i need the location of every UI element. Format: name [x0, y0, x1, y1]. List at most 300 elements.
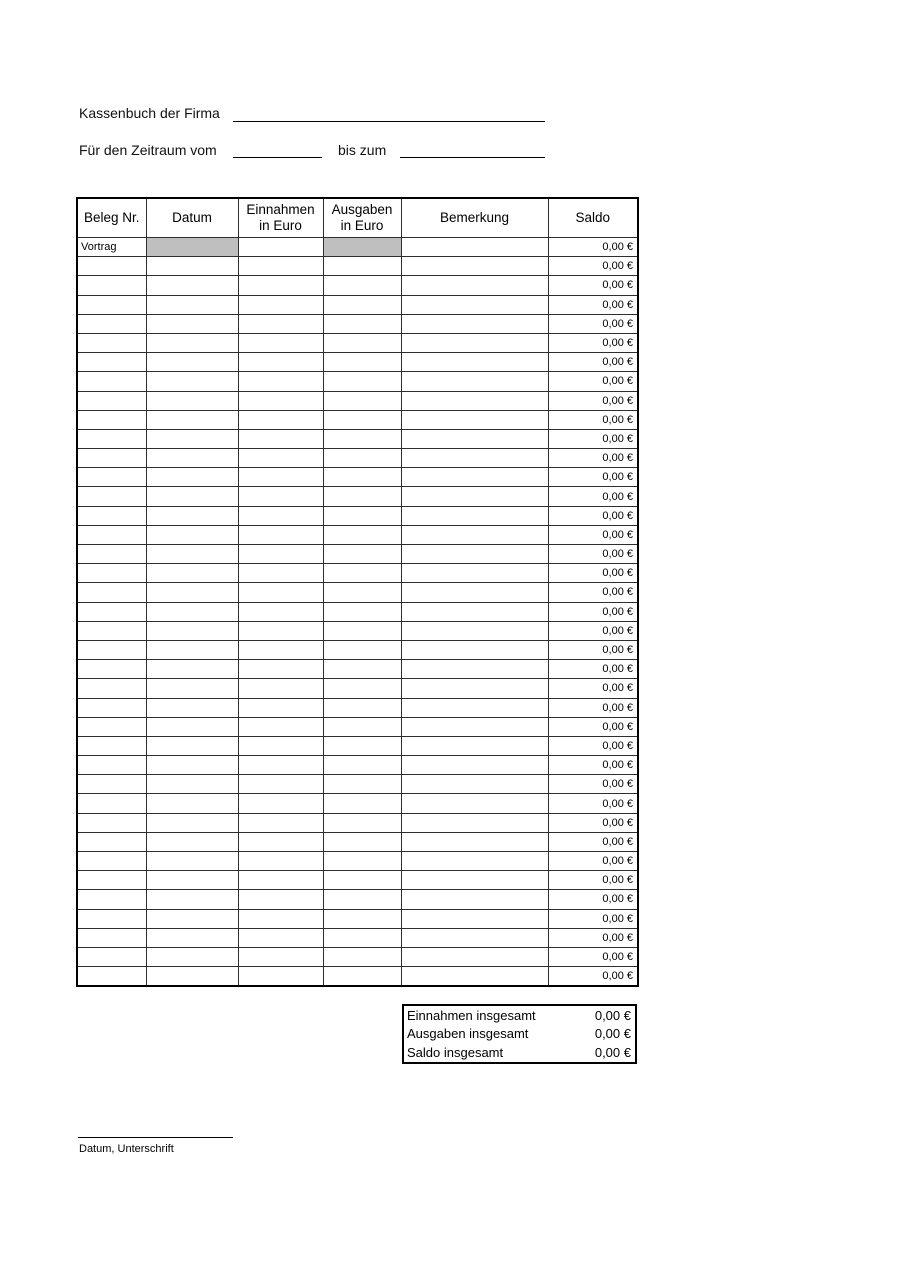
- ausgaben-cell: [323, 852, 401, 871]
- saldo-cell: 0,00 €: [548, 736, 638, 755]
- saldo-cell: 0,00 €: [548, 583, 638, 602]
- einnahmen-cell: [238, 564, 323, 583]
- bemerkung-cell: [401, 564, 548, 583]
- saldo-cell: 0,00 €: [548, 852, 638, 871]
- beleg-nr-cell: [77, 429, 146, 448]
- summary-value: 0,00 €: [594, 1044, 631, 1060]
- datum-cell: [146, 871, 238, 890]
- table-row: [77, 967, 638, 987]
- ausgaben-cell: [323, 775, 401, 794]
- beleg-nr-cell: [77, 564, 146, 583]
- summary-label: Einnahmen insgesamt: [407, 1008, 536, 1024]
- saldo-cell: 0,00 €: [548, 928, 638, 947]
- period-from-blank-line: [233, 142, 322, 158]
- saldo-cell: 0,00 €: [548, 372, 638, 391]
- beleg-nr-cell: [77, 928, 146, 947]
- table-row: [77, 775, 638, 794]
- beleg-nr-cell: [77, 909, 146, 928]
- ausgaben-cell: [323, 890, 401, 909]
- ausgaben-cell: [323, 717, 401, 736]
- datum-cell: [146, 257, 238, 276]
- datum-cell: [146, 583, 238, 602]
- ausgaben-cell: [323, 621, 401, 640]
- column-header-label: Ausgaben: [331, 202, 393, 217]
- ausgaben-cell: [323, 583, 401, 602]
- beleg-nr-cell: [77, 852, 146, 871]
- period-label: Für den Zeitraum vom: [79, 142, 217, 158]
- summary-row-ausgaben: [404, 1025, 635, 1043]
- einnahmen-cell: [238, 832, 323, 851]
- column-header-saldo: [548, 198, 638, 238]
- bemerkung-cell: [401, 679, 548, 698]
- einnahmen-cell: [238, 333, 323, 352]
- einnahmen-cell: [238, 429, 323, 448]
- signature-label: Datum, Unterschrift: [79, 1143, 174, 1155]
- bemerkung-cell: [401, 794, 548, 813]
- ausgaben-cell: [323, 813, 401, 832]
- ausgaben-cell: [323, 602, 401, 621]
- beleg-nr-cell: [77, 468, 146, 487]
- table-row: [77, 871, 638, 890]
- summary-value: 0,00 €: [594, 1008, 631, 1024]
- datum-cell: [146, 372, 238, 391]
- einnahmen-cell: [238, 506, 323, 525]
- einnahmen-cell: [238, 794, 323, 813]
- saldo-cell: 0,00 €: [548, 564, 638, 583]
- table-row: [77, 410, 638, 429]
- datum-cell: [146, 660, 238, 679]
- bemerkung-cell: [401, 449, 548, 468]
- beleg-nr-cell: [77, 832, 146, 851]
- beleg-nr-cell: [77, 947, 146, 966]
- ausgaben-cell: [323, 410, 401, 429]
- ausgaben-cell: [323, 391, 401, 410]
- einnahmen-cell: [238, 449, 323, 468]
- saldo-cell: 0,00 €: [548, 890, 638, 909]
- einnahmen-cell: [238, 487, 323, 506]
- saldo-cell: 0,00 €: [548, 717, 638, 736]
- saldo-cell: 0,00 €: [548, 391, 638, 410]
- datum-cell: [146, 756, 238, 775]
- table-row: [77, 621, 638, 640]
- datum-cell: [146, 353, 238, 372]
- beleg-nr-cell: [77, 775, 146, 794]
- table-row: [77, 449, 638, 468]
- einnahmen-cell: [238, 545, 323, 564]
- datum-cell: [146, 545, 238, 564]
- document-title: Kassenbuch der Firma: [79, 105, 220, 121]
- table-row: [77, 564, 638, 583]
- table-row: [77, 717, 638, 736]
- einnahmen-cell: [238, 640, 323, 659]
- bemerkung-cell: [401, 487, 548, 506]
- einnahmen-cell: [238, 679, 323, 698]
- beleg-nr-cell: [77, 257, 146, 276]
- einnahmen-cell: [238, 583, 323, 602]
- table-body: [77, 238, 638, 987]
- table-row: [77, 429, 638, 448]
- saldo-cell: 0,00 €: [548, 756, 638, 775]
- datum-cell: [146, 813, 238, 832]
- einnahmen-cell: [238, 238, 323, 257]
- beleg-nr-cell: [77, 583, 146, 602]
- beleg-nr-cell: [77, 410, 146, 429]
- einnahmen-cell: [238, 852, 323, 871]
- einnahmen-cell: [238, 314, 323, 333]
- bemerkung-cell: [401, 832, 548, 851]
- einnahmen-cell: [238, 717, 323, 736]
- table-row: [77, 525, 638, 544]
- ausgaben-cell: [323, 736, 401, 755]
- einnahmen-cell: [238, 391, 323, 410]
- saldo-cell: 0,00 €: [548, 295, 638, 314]
- datum-shaded-cell: [146, 238, 238, 257]
- saldo-cell: 0,00 €: [548, 602, 638, 621]
- ausgaben-cell: [323, 756, 401, 775]
- einnahmen-cell: [238, 947, 323, 966]
- datum-cell: [146, 602, 238, 621]
- datum-cell: [146, 276, 238, 295]
- saldo-cell: 0,00 €: [548, 640, 638, 659]
- ausgaben-cell: [323, 871, 401, 890]
- saldo-cell: 0,00 €: [548, 698, 638, 717]
- ausgaben-cell: [323, 832, 401, 851]
- datum-cell: [146, 717, 238, 736]
- saldo-cell: 0,00 €: [548, 679, 638, 698]
- bemerkung-cell: [401, 525, 548, 544]
- einnahmen-cell: [238, 602, 323, 621]
- beleg-nr-cell: [77, 449, 146, 468]
- bemerkung-cell: [401, 947, 548, 966]
- ausgaben-cell: [323, 372, 401, 391]
- einnahmen-cell: [238, 871, 323, 890]
- bemerkung-cell: [401, 295, 548, 314]
- einnahmen-cell: [238, 660, 323, 679]
- column-header-label: Bemerkung: [439, 210, 510, 225]
- summary-row-saldo: [404, 1043, 635, 1061]
- bemerkung-cell: [401, 410, 548, 429]
- bemerkung-cell: [401, 391, 548, 410]
- column-header-datum: [146, 198, 238, 238]
- saldo-cell: 0,00 €: [548, 947, 638, 966]
- column-header-label: Datum: [172, 210, 212, 225]
- column-header-bemerkung: [401, 198, 548, 238]
- table-row: [77, 890, 638, 909]
- bemerkung-cell: [401, 967, 548, 987]
- datum-cell: [146, 564, 238, 583]
- bemerkung-cell: [401, 257, 548, 276]
- bemerkung-cell: [401, 353, 548, 372]
- datum-cell: [146, 314, 238, 333]
- datum-cell: [146, 928, 238, 947]
- ausgaben-cell: [323, 794, 401, 813]
- bemerkung-cell: [401, 621, 548, 640]
- table-row: [77, 640, 638, 659]
- ausgaben-cell: [323, 525, 401, 544]
- table-row: [77, 813, 638, 832]
- saldo-cell: 0,00 €: [548, 468, 638, 487]
- einnahmen-cell: [238, 525, 323, 544]
- einnahmen-cell: [238, 276, 323, 295]
- table-header-row: [77, 198, 638, 238]
- bemerkung-cell: [401, 506, 548, 525]
- column-header-einnahmen: [238, 198, 323, 238]
- beleg-nr-cell: [77, 890, 146, 909]
- vortrag-row: [77, 238, 638, 257]
- saldo-cell: 0,00 €: [548, 909, 638, 928]
- bemerkung-cell: [401, 813, 548, 832]
- bemerkung-cell: [401, 640, 548, 659]
- table-row: [77, 353, 638, 372]
- column-header-beleg-nr: [77, 198, 146, 238]
- beleg-nr-cell: [77, 736, 146, 755]
- bemerkung-cell: [401, 429, 548, 448]
- period-to-blank-line: [400, 142, 545, 158]
- einnahmen-cell: [238, 756, 323, 775]
- einnahmen-cell: [238, 372, 323, 391]
- ausgaben-cell: [323, 314, 401, 333]
- ausgaben-cell: [323, 333, 401, 352]
- beleg-nr-cell: [77, 967, 146, 987]
- datum-cell: [146, 525, 238, 544]
- saldo-cell: 0,00 €: [548, 545, 638, 564]
- saldo-cell: 0,00 €: [548, 238, 638, 257]
- table-row: [77, 947, 638, 966]
- einnahmen-cell: [238, 621, 323, 640]
- ausgaben-cell: [323, 967, 401, 987]
- ausgaben-cell: [323, 353, 401, 372]
- bemerkung-cell: [401, 314, 548, 333]
- column-header-label: Saldo: [575, 210, 611, 225]
- datum-cell: [146, 890, 238, 909]
- ausgaben-cell: [323, 429, 401, 448]
- table-row: [77, 276, 638, 295]
- column-header-label: Beleg Nr.: [83, 210, 140, 225]
- einnahmen-cell: [238, 813, 323, 832]
- datum-cell: [146, 909, 238, 928]
- beleg-nr-cell: [77, 602, 146, 621]
- beleg-nr-cell: [77, 295, 146, 314]
- einnahmen-cell: [238, 890, 323, 909]
- beleg-nr-cell: [77, 756, 146, 775]
- vortrag-cell: Vortrag: [77, 238, 146, 257]
- saldo-cell: 0,00 €: [548, 871, 638, 890]
- beleg-nr-cell: [77, 660, 146, 679]
- summary-value: 0,00 €: [594, 1026, 631, 1042]
- saldo-cell: 0,00 €: [548, 276, 638, 295]
- ausgaben-cell: [323, 947, 401, 966]
- datum-cell: [146, 621, 238, 640]
- beleg-nr-cell: [77, 372, 146, 391]
- ausgaben-cell: [323, 257, 401, 276]
- totals-summary-box: [402, 1004, 637, 1064]
- ausgaben-cell: [323, 928, 401, 947]
- saldo-cell: 0,00 €: [548, 967, 638, 987]
- summary-label: Ausgaben insgesamt: [407, 1026, 529, 1042]
- saldo-cell: 0,00 €: [548, 410, 638, 429]
- datum-cell: [146, 333, 238, 352]
- table-row: [77, 468, 638, 487]
- bemerkung-cell: [401, 602, 548, 621]
- bemerkung-cell: [401, 698, 548, 717]
- column-header-sublabel: in Euro: [259, 218, 302, 233]
- table-row: [77, 909, 638, 928]
- datum-cell: [146, 468, 238, 487]
- datum-cell: [146, 947, 238, 966]
- signature-blank-line: [78, 1122, 233, 1138]
- table-row: [77, 736, 638, 755]
- bemerkung-cell: [401, 890, 548, 909]
- datum-cell: [146, 736, 238, 755]
- ausgaben-cell: [323, 698, 401, 717]
- einnahmen-cell: [238, 736, 323, 755]
- bemerkung-cell: [401, 909, 548, 928]
- table-row: [77, 756, 638, 775]
- ausgaben-cell: [323, 640, 401, 659]
- saldo-cell: 0,00 €: [548, 429, 638, 448]
- datum-cell: [146, 487, 238, 506]
- table-row: [77, 506, 638, 525]
- beleg-nr-cell: [77, 487, 146, 506]
- saldo-cell: 0,00 €: [548, 832, 638, 851]
- bemerkung-cell: [401, 238, 548, 257]
- ausgaben-cell: [323, 449, 401, 468]
- einnahmen-cell: [238, 257, 323, 276]
- summary-row-einnahmen: [404, 1006, 635, 1024]
- beleg-nr-cell: [77, 640, 146, 659]
- beleg-nr-cell: [77, 391, 146, 410]
- table-row: [77, 391, 638, 410]
- beleg-nr-cell: [77, 621, 146, 640]
- saldo-cell: 0,00 €: [548, 506, 638, 525]
- ausgaben-cell: [323, 506, 401, 525]
- bemerkung-cell: [401, 372, 548, 391]
- datum-cell: [146, 852, 238, 871]
- datum-cell: [146, 967, 238, 987]
- bemerkung-cell: [401, 333, 548, 352]
- ausgaben-cell: [323, 487, 401, 506]
- summary-label: Saldo insgesamt: [407, 1044, 504, 1060]
- bemerkung-cell: [401, 736, 548, 755]
- saldo-cell: 0,00 €: [548, 813, 638, 832]
- saldo-cell: 0,00 €: [548, 487, 638, 506]
- beleg-nr-cell: [77, 276, 146, 295]
- einnahmen-cell: [238, 928, 323, 947]
- ausgaben-cell: [323, 295, 401, 314]
- einnahmen-cell: [238, 468, 323, 487]
- table-row: [77, 852, 638, 871]
- column-header-sublabel: in Euro: [340, 218, 384, 233]
- table-row: [77, 372, 638, 391]
- saldo-cell: 0,00 €: [548, 525, 638, 544]
- table-row: [77, 698, 638, 717]
- datum-cell: [146, 506, 238, 525]
- ausgaben-shaded-cell: [323, 238, 401, 257]
- einnahmen-cell: [238, 967, 323, 987]
- beleg-nr-cell: [77, 717, 146, 736]
- saldo-cell: 0,00 €: [548, 353, 638, 372]
- beleg-nr-cell: [77, 314, 146, 333]
- table-row: [77, 583, 638, 602]
- table-row: [77, 794, 638, 813]
- bemerkung-cell: [401, 545, 548, 564]
- bemerkung-cell: [401, 928, 548, 947]
- column-header-ausgaben: [323, 198, 401, 238]
- ausgaben-cell: [323, 564, 401, 583]
- datum-cell: [146, 391, 238, 410]
- einnahmen-cell: [238, 909, 323, 928]
- bemerkung-cell: [401, 852, 548, 871]
- firma-blank-line: [233, 107, 545, 122]
- beleg-nr-cell: [77, 679, 146, 698]
- ausgaben-cell: [323, 909, 401, 928]
- table-row: [77, 545, 638, 564]
- einnahmen-cell: [238, 698, 323, 717]
- datum-cell: [146, 640, 238, 659]
- bemerkung-cell: [401, 583, 548, 602]
- beleg-nr-cell: [77, 353, 146, 372]
- datum-cell: [146, 698, 238, 717]
- saldo-cell: 0,00 €: [548, 449, 638, 468]
- beleg-nr-cell: [77, 525, 146, 544]
- column-header-label: Einnahmen: [246, 202, 315, 217]
- ausgaben-cell: [323, 545, 401, 564]
- saldo-cell: 0,00 €: [548, 314, 638, 333]
- datum-cell: [146, 410, 238, 429]
- beleg-nr-cell: [77, 794, 146, 813]
- table-row: [77, 295, 638, 314]
- bemerkung-cell: [401, 775, 548, 794]
- ausgaben-cell: [323, 468, 401, 487]
- datum-cell: [146, 794, 238, 813]
- saldo-cell: 0,00 €: [548, 775, 638, 794]
- saldo-cell: 0,00 €: [548, 257, 638, 276]
- period-to-label: bis zum: [338, 142, 387, 158]
- bemerkung-cell: [401, 468, 548, 487]
- table-row: [77, 602, 638, 621]
- ausgaben-cell: [323, 276, 401, 295]
- beleg-nr-cell: [77, 545, 146, 564]
- beleg-nr-cell: [77, 871, 146, 890]
- ausgaben-cell: [323, 679, 401, 698]
- datum-cell: [146, 775, 238, 794]
- table-row: [77, 257, 638, 276]
- table-row: [77, 333, 638, 352]
- datum-cell: [146, 679, 238, 698]
- datum-cell: [146, 429, 238, 448]
- beleg-nr-cell: [77, 698, 146, 717]
- table-row: [77, 660, 638, 679]
- bemerkung-cell: [401, 276, 548, 295]
- table-row: [77, 487, 638, 506]
- saldo-cell: 0,00 €: [548, 794, 638, 813]
- einnahmen-cell: [238, 353, 323, 372]
- beleg-nr-cell: [77, 333, 146, 352]
- bemerkung-cell: [401, 756, 548, 775]
- bemerkung-cell: [401, 717, 548, 736]
- table-row: [77, 314, 638, 333]
- beleg-nr-cell: [77, 506, 146, 525]
- table-row: [77, 679, 638, 698]
- bemerkung-cell: [401, 660, 548, 679]
- datum-cell: [146, 449, 238, 468]
- ausgaben-cell: [323, 660, 401, 679]
- table-row: [77, 832, 638, 851]
- einnahmen-cell: [238, 775, 323, 794]
- datum-cell: [146, 295, 238, 314]
- bemerkung-cell: [401, 871, 548, 890]
- kassenbuch-table: [76, 197, 639, 987]
